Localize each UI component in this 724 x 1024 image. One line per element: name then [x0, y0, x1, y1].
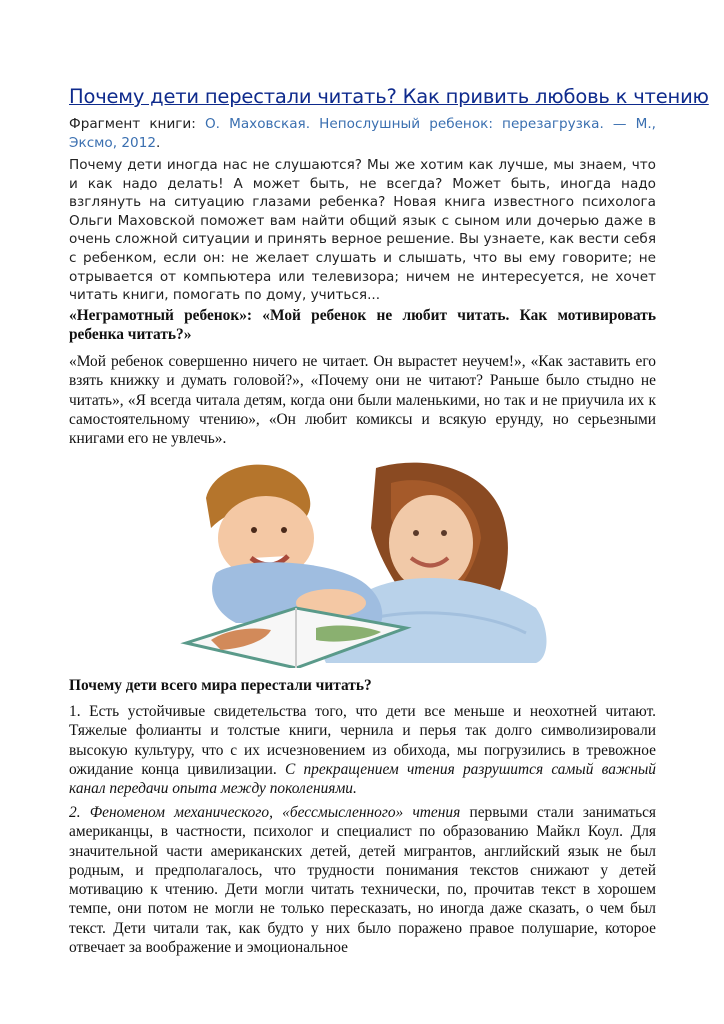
paragraph-1-text: 1. Есть устойчивые свидетельства того, что дети все меньше и неохотней читают. Тяжелые фолианты и толстые книги, чернила и перья так долго символизировали высокую культуру, что с их исчезновением из обихода, мы погрузились в тревожное ожидание конца цивилизации. — [69, 703, 656, 778]
intro-paragraph: Почему дети иногда нас не слушаются? Мы же хотим как лучше, мы знаем, что и как надо делать! А может быть, не всегда? Может быть, иногда надо взглянуть на ситуацию глазами ребенка? Новая книга известного психолога Ольги Маховской поможет вам найти общий язык с сыном или дочерью даже в очень сложной ситуации и принять верное решение. Вы узнаете, как вести себя с ребенком, если он: не желает слушать и слышать, что вы ему говорите; не отрывается от компьютера или телевизора; ничем не интересуется, не хочет читать книги, помогать по дому, учиться... — [69, 157, 656, 304]
paragraph-2-text: первыми стали заниматься американцы, в частности, психолог и специалист по образованию Майкл Коул. Для значительной части американских детей, детей мигрантов, английский язык не был родным, и предполагалось, что трудности понимания текстов снижают у детей мотивацию к чтению. Дети могли читать технически, по, прочитав текст в хорошем темпе, они потом не могли не только пересказать, но иногда даже сказать, о чем был текст. Дети читали так, как будто у них было поражено правое полушарие, которое отвечает за воображение и эмоциональное — [69, 804, 657, 957]
source-end: . — [156, 134, 161, 151]
source-link[interactable]: О. Маховская. Непослушный ребенок: перезагрузка. — М., Эксмо, 2012 — [69, 116, 656, 151]
article-title[interactable]: Почему дети перестали читать? Как привить любовь к чтению — [69, 85, 709, 108]
book-source — [69, 115, 656, 152]
parent-quotes-paragraph: «Мой ребенок совершенно ничего не читает. Он вырастет неучем!», «Как заставить его взять книжку и думать головой?», «Почему они не читают? Раньше было стыдно не читать», «Я всегда читала детям, когда они были маленькими, но так и не приучила их к самостоятельному чтению», «Он любит комиксы и всякую ерунду, но серьезными книгами его не увлечь». — [69, 353, 656, 448]
paragraph-2-italic: 2. Феноменом механического, «бессмысленного» чтения — [69, 804, 461, 821]
paragraph-1 — [69, 702, 656, 798]
paragraph-1-italic: С прекращением чтения разрушится самый важный канал передачи опыта между поколениями. — [69, 760, 657, 798]
source-label: Фрагмент книги: — [69, 116, 205, 132]
mother-child-reading-photo — [176, 458, 550, 668]
section-heading-why-stopped-reading: Почему дети всего мира перестали читать? — [69, 677, 372, 694]
section-heading-illiterate-child: «Неграмотный ребенок»: «Мой ребенок не любит читать. Как мотивировать ребенка читать?» — [69, 307, 656, 344]
paragraph-2 — [69, 803, 656, 957]
